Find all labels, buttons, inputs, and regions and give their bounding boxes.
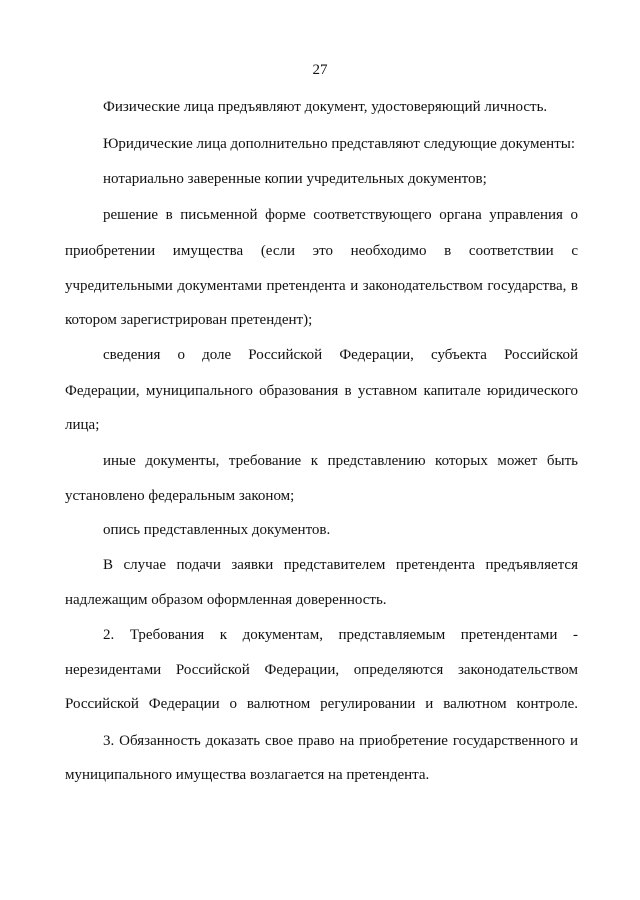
paragraph-line: муниципального имущества возлагается на претендента. <box>65 767 430 783</box>
paragraph-line: решение в письменной форме соответствующего органа управления о <box>103 207 578 223</box>
paragraph-line: 3. Обязанность доказать свое право на приобретение государственного и <box>103 733 578 749</box>
paragraph-line: нерезидентами Российской Федерации, определяются законодательством <box>65 662 578 678</box>
paragraph-line: Юридические лица дополнительно представляют следующие документы: <box>103 136 575 152</box>
paragraph-line: лица; <box>65 417 100 433</box>
paragraph-line: установлено федеральным законом; <box>65 488 295 504</box>
paragraph-line: 2. Требования к документам, представляемым претендентами - <box>103 627 578 643</box>
paragraph-line: надлежащим образом оформленная доверенность. <box>65 592 387 608</box>
paragraph-line: опись представленных документов. <box>103 522 331 538</box>
paragraph-line: иные документы, требование к представлению которых может быть <box>103 453 578 469</box>
paragraph-line: Федерации, муниципального образования в уставном капитале юридического <box>65 383 578 399</box>
paragraph-line: нотариально заверенные копии учредительных документов; <box>103 171 487 187</box>
paragraph-line: котором зарегистрирован претендент); <box>65 312 313 328</box>
paragraph-line: Физические лица предъявляют документ, удостоверяющий личность. <box>103 99 548 115</box>
paragraph-line: сведения о доле Российской Федерации, субъекта Российской <box>103 347 578 363</box>
paragraph-line: учредительными документами претендента и законодательством государства, в <box>65 278 578 294</box>
page-number: 27 <box>312 62 328 78</box>
paragraph-line: приобретении имущества (если это необходимо в соответствии с <box>65 243 578 259</box>
paragraph-line: Российской Федерации о валютном регулировании и валютном контроле. <box>65 696 578 712</box>
paragraph-line: В случае подачи заявки представителем претендента предъявляется <box>103 557 578 573</box>
